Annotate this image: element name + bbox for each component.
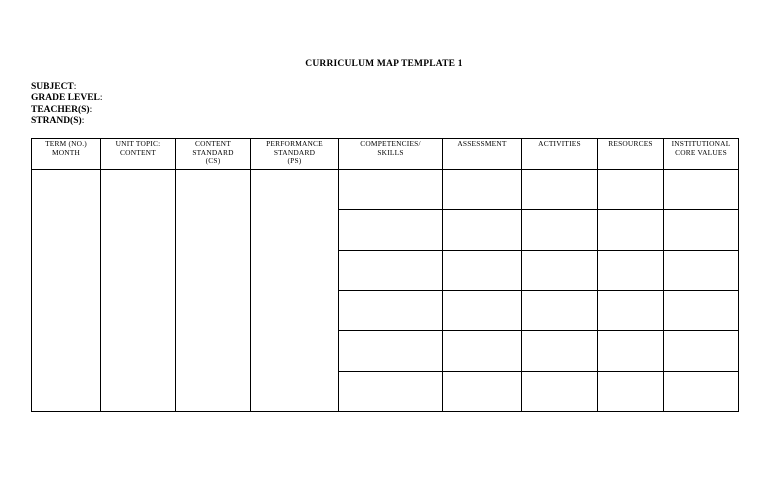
header-competencies-skills: COMPETENCIES/ SKILLS: [339, 139, 443, 170]
cell-activities[interactable]: [522, 331, 598, 371]
field-subject: [31, 82, 103, 93]
cell-assessment[interactable]: [443, 210, 522, 250]
cell-performance-standard[interactable]: [251, 170, 339, 412]
field-teachers-label: TEACHER(S) :: [31, 105, 92, 115]
cell-assessment[interactable]: [443, 331, 522, 371]
cell-competencies[interactable]: [339, 371, 443, 411]
field-grade-level-label: GRADE LEVEL :: [31, 93, 103, 103]
header-unit-topic: UNIT TOPIC: CONTENT: [101, 139, 176, 170]
cell-activities[interactable]: [522, 290, 598, 330]
cell-core-values[interactable]: [664, 210, 739, 250]
cell-assessment[interactable]: [443, 371, 522, 411]
cell-competencies[interactable]: [339, 331, 443, 371]
field-teachers: [31, 105, 103, 116]
table-row: [32, 170, 739, 210]
field-strands: [31, 116, 103, 127]
curriculum-map-table: [31, 138, 739, 412]
cell-resources[interactable]: [598, 371, 664, 411]
header-content-standard: CONTENT STANDARD (CS): [176, 139, 251, 170]
cell-competencies[interactable]: [339, 210, 443, 250]
document-title: CURRICULUM MAP TEMPLATE 1: [305, 59, 463, 69]
cell-assessment[interactable]: [443, 250, 522, 290]
header-resources: RESOURCES: [598, 139, 664, 170]
header-assessment: ASSESSMENT: [443, 139, 522, 170]
cell-activities[interactable]: [522, 371, 598, 411]
cell-competencies[interactable]: [339, 290, 443, 330]
cell-core-values[interactable]: [664, 290, 739, 330]
header-core-values: INSTITUTIONAL CORE VALUES: [664, 139, 739, 170]
header-performance-standard: PERFORMANCE STANDARD (PS): [251, 139, 339, 170]
cell-resources[interactable]: [598, 170, 664, 210]
cell-competencies[interactable]: [339, 250, 443, 290]
cell-competencies[interactable]: [339, 170, 443, 210]
header-activities: ACTIVITIES: [522, 139, 598, 170]
cell-term-month[interactable]: [32, 170, 101, 412]
cell-core-values[interactable]: [664, 250, 739, 290]
field-subject-label: SUBJECT :: [31, 82, 76, 92]
cell-unit-topic[interactable]: [101, 170, 176, 412]
cell-resources[interactable]: [598, 290, 664, 330]
cell-core-values[interactable]: [664, 331, 739, 371]
cell-content-standard[interactable]: [176, 170, 251, 412]
header-term-month: TERM (NO.) MONTH: [32, 139, 101, 170]
header-fields: [31, 82, 103, 127]
cell-activities[interactable]: [522, 210, 598, 250]
cell-resources[interactable]: [598, 250, 664, 290]
cell-core-values[interactable]: [664, 371, 739, 411]
header-row: [32, 139, 739, 170]
cell-core-values[interactable]: [664, 170, 739, 210]
field-grade-level: [31, 93, 103, 104]
field-strands-label: STRAND(S) :: [31, 116, 84, 126]
cell-activities[interactable]: [522, 170, 598, 210]
cell-assessment[interactable]: [443, 170, 522, 210]
cell-activities[interactable]: [522, 250, 598, 290]
cell-assessment[interactable]: [443, 290, 522, 330]
cell-resources[interactable]: [598, 210, 664, 250]
cell-resources[interactable]: [598, 331, 664, 371]
